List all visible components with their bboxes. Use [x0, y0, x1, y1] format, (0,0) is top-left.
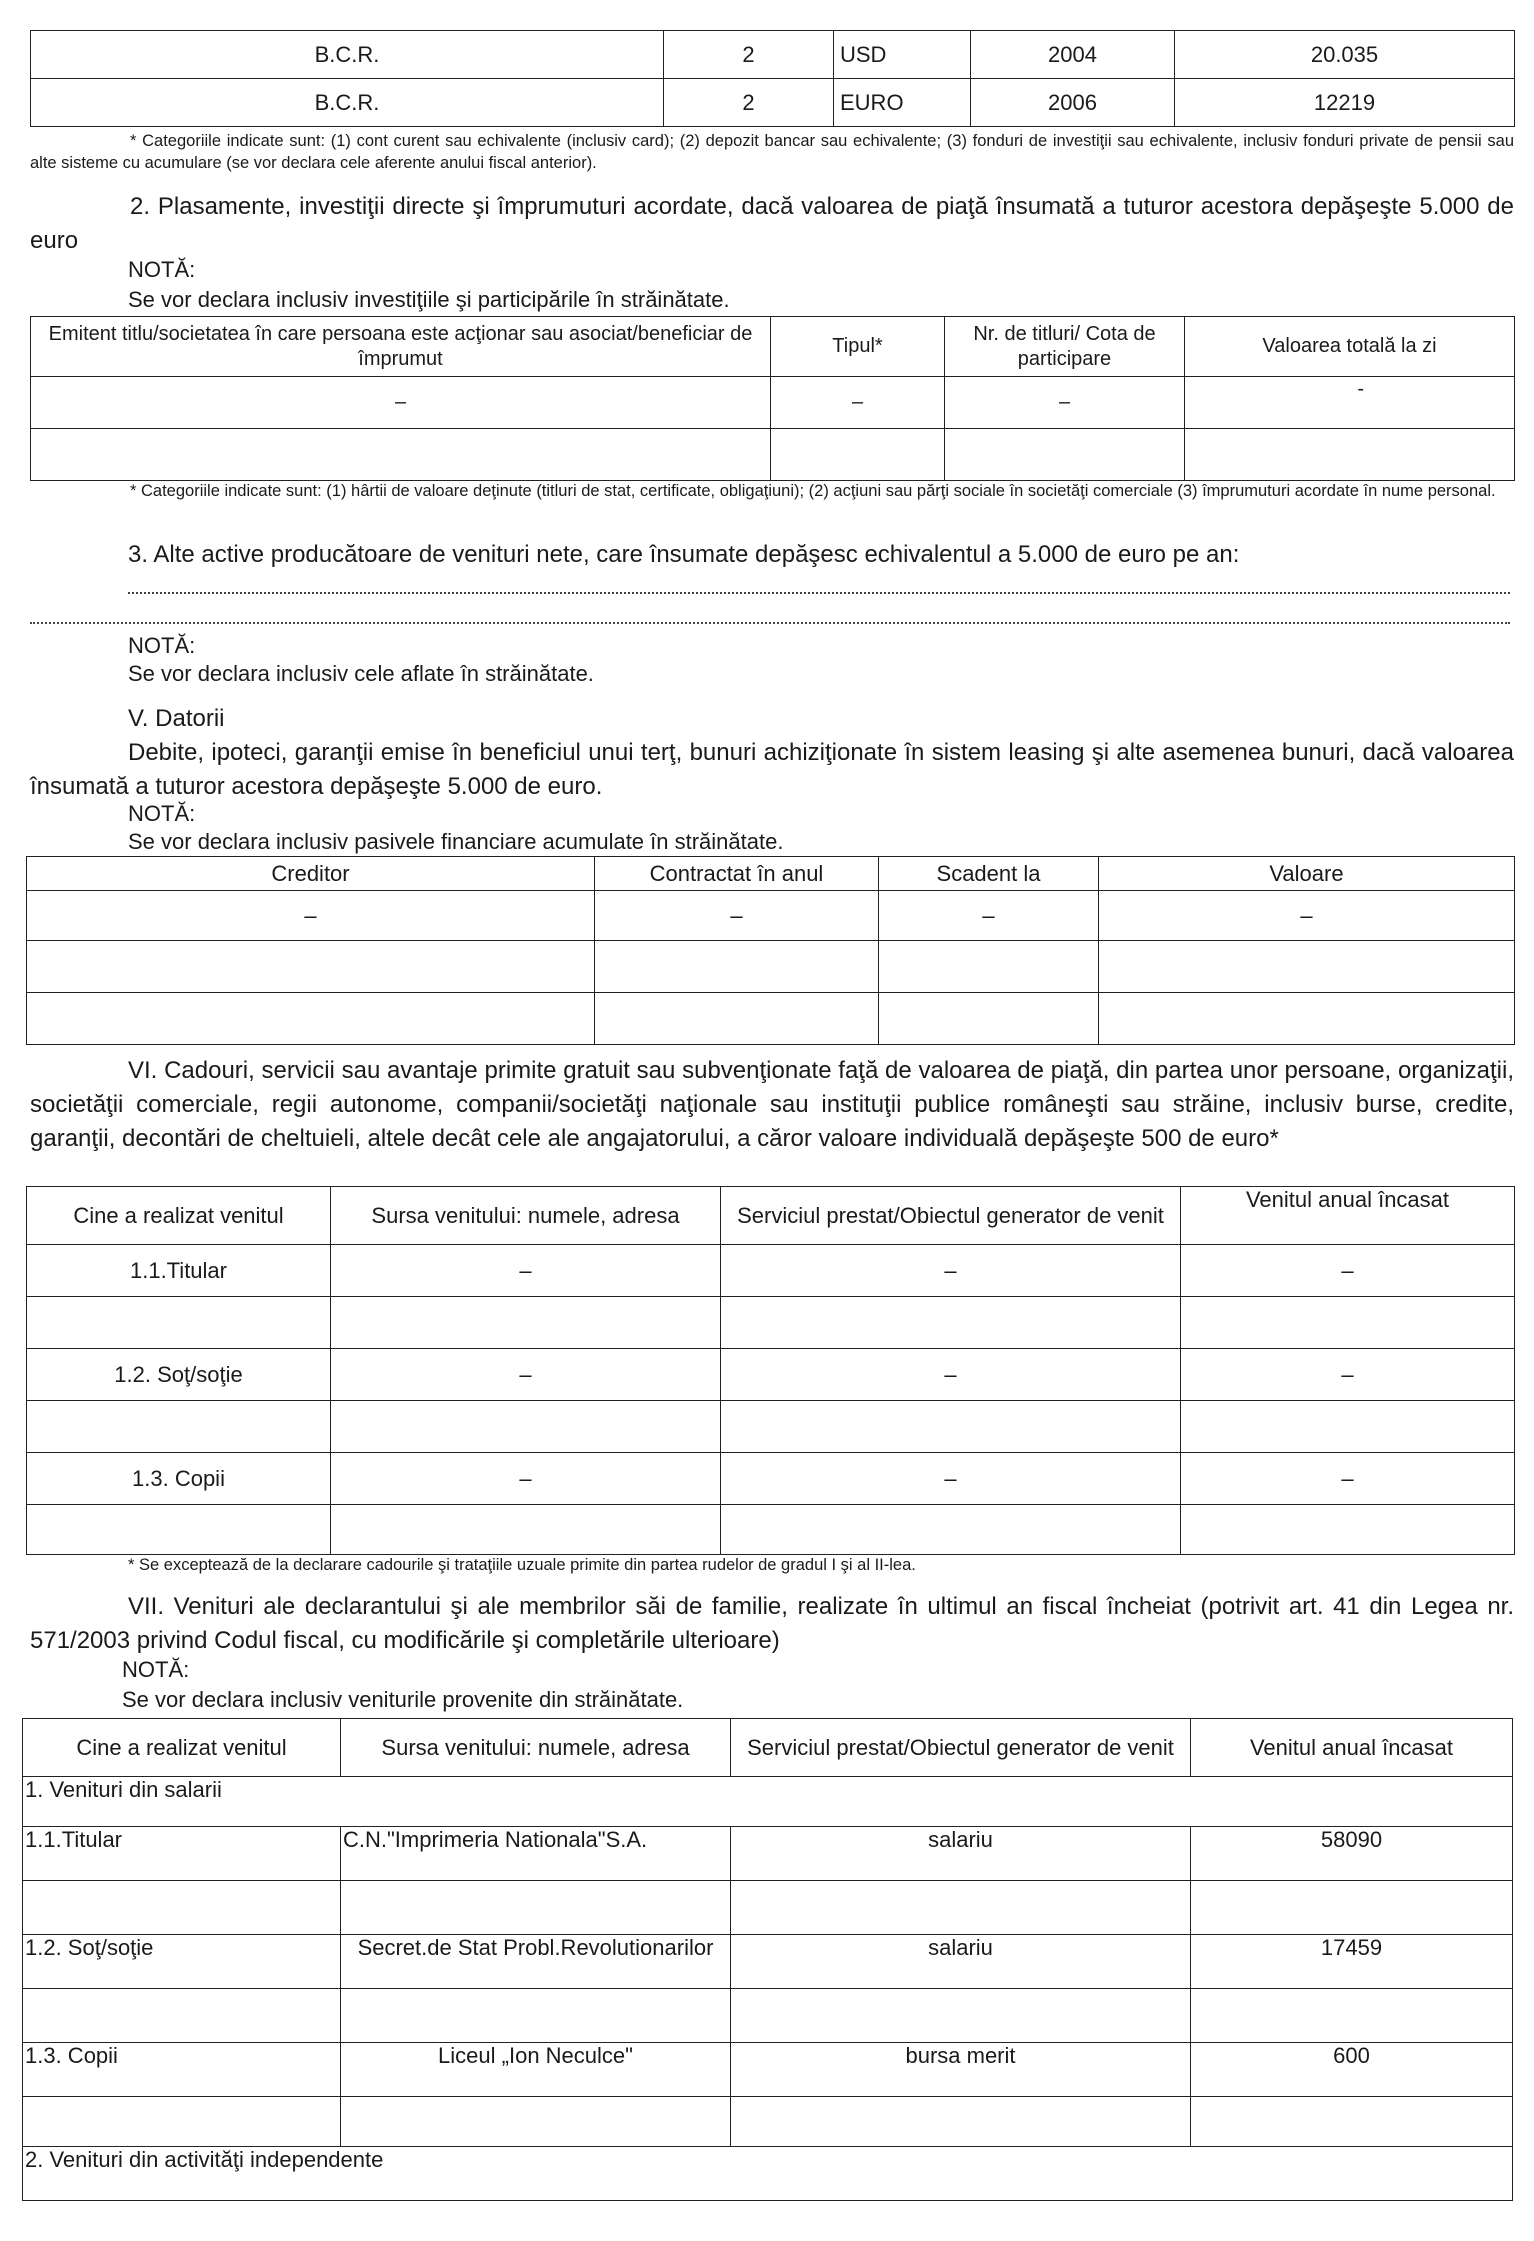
table-row [27, 993, 1515, 1045]
institution-cell: B.C.R. [31, 79, 664, 127]
col-header-who: Cine a realizat venitul [27, 1187, 331, 1245]
table-cell: Liceul „Ion Neculce" [341, 2043, 731, 2097]
table-cell: 1.1.Titular [27, 1245, 331, 1297]
institution-cell: B.C.R. [31, 31, 664, 79]
table-cell: 600 [1191, 2043, 1513, 2097]
section6-text: VI. Cadouri, servicii sau avantaje primite gratuit sau subvenţionate faţă de valoarea de piaţă, din partea unor persoane, organizaţii, societăţii comerciale, regii autonome, companii/societăţi naţionale sau instituţii publice româneşti sau străine, inclusiv burse, credite, garanţii, decontări de cheltuieli, altele decât cele ale angajatorului, a căror valoare individuală depăşeşte 500 de euro* [30, 1057, 1514, 1152]
table-row [27, 1297, 1515, 1349]
table-row [27, 1453, 1515, 1505]
debts-table [26, 856, 1515, 1045]
type-cell: 2 [664, 79, 834, 127]
col-header-year: Contractat în anul [595, 857, 879, 891]
table-header-row [23, 1719, 1513, 1777]
gifts-footnote: * Se exceptează de la declarare cadourile şi trataţiile uzuale primite din partea rudelor de gradul I şi al II-lea. [128, 1556, 916, 1574]
table-row [31, 79, 1515, 127]
gifts-table [26, 1186, 1515, 1555]
col-header-income: Venitul anual încasat [1191, 1719, 1513, 1777]
col-header-value: Valoare [1099, 857, 1515, 891]
table-row [27, 891, 1515, 941]
col-header-due: Scadent la [879, 857, 1099, 891]
table-cell: – [331, 1245, 721, 1297]
col-header-value: Valoarea totală la zi [1185, 317, 1515, 377]
currency-cell: USD [834, 31, 971, 79]
balance-cell: 20.035 [1175, 31, 1515, 79]
section2-nota-text: Se vor declara inclusiv investiţiile şi participările în străinătate. [128, 287, 730, 312]
balance-cell: 12219 [1175, 79, 1515, 127]
table-row [27, 1245, 1515, 1297]
col-header-emitent: Emitent titlu/societatea în care persoana este acţionar sau asociat/beneficiar de împrumut [31, 317, 771, 377]
table-cell: – [1181, 1245, 1515, 1297]
type-cell: 2 [664, 31, 834, 79]
section2-title: 2. Plasamente, investiţii directe şi împrumuturi acordate, dacă valoarea de piaţă însumată a tuturor acestora depăşeşte 5.000 de euro [30, 193, 1514, 254]
table-cell: – [721, 1453, 1181, 1505]
col-header-shares: Nr. de titluri/ Cota de participare [945, 317, 1185, 377]
table-cell: salariu [731, 1827, 1191, 1881]
table-cell: salariu [731, 1935, 1191, 1989]
table-row [23, 1827, 1513, 1881]
table-row [27, 941, 1515, 993]
currency-cell: EURO [834, 79, 971, 127]
table-header-row [27, 1187, 1515, 1245]
col-header-type: Tipul* [771, 317, 945, 377]
year-cell: 2004 [971, 31, 1175, 79]
table-cell: – [331, 1453, 721, 1505]
col-header-who: Cine a realizat venitul [23, 1719, 341, 1777]
table-cell: – [1099, 891, 1515, 941]
section3-nota-label: NOTĂ: [128, 633, 196, 658]
table-cell: – [771, 377, 945, 429]
table-row [31, 377, 1515, 429]
table-cell: 17459 [1191, 1935, 1513, 1989]
table-row [23, 2097, 1513, 2147]
accounts-footnote: * Categoriile indicate sunt: (1) cont curent sau echivalente (inclusiv card); (2) depozit bancar sau echivalente; (3) fonduri de investiţii sau echivalente, inclusiv fonduri private de pensii sau alte sisteme cu acumulare (se vor declara cele aferente anului fiscal anterior). [30, 132, 1514, 172]
accounts-table [30, 30, 1515, 127]
table-cell: – [1181, 1349, 1515, 1401]
investments-footnote: * Categoriile indicate sunt: (1) hârtii de valoare deţinute (titluri de stat, certificate, obligaţiuni); (2) acţiuni sau părţi sociale în societăţi comerciale (3) împrumuturi acordate în nume personal. [130, 482, 1496, 500]
table-cell: 1.3. Copii [27, 1453, 331, 1505]
table-row [31, 31, 1515, 79]
table-cell: C.N."Imprimeria Nationala"S.A. [341, 1827, 731, 1881]
year-cell: 2006 [971, 79, 1175, 127]
table-cell: 1.2. Soţ/soţie [23, 1935, 341, 1989]
section2-nota-label: NOTĂ: [128, 257, 196, 282]
section5-nota-label: NOTĂ: [128, 801, 196, 826]
section5-text: Debite, ipoteci, garanţii emise în beneficiul unui terţ, bunuri achiziţionate în sistem leasing şi alte asemenea bunuri, dacă valoarea însumată a tuturor acestora depăşeşte 5.000 de euro. [30, 739, 1514, 800]
table-row [27, 1401, 1515, 1453]
table-row [23, 1881, 1513, 1935]
table-row [23, 1989, 1513, 2043]
group-label-salaries: 1. Venituri din salarii [23, 1777, 1513, 1827]
table-row [23, 2043, 1513, 2097]
section3-title: 3. Alte active producătoare de venituri nete, care însumate depăşesc echivalentul a 5.000 de euro pe an: [128, 541, 1240, 568]
table-header-row [31, 317, 1515, 377]
table-cell: 1.1.Titular [23, 1827, 341, 1881]
col-header-source: Sursa venitului: numele, adresa [331, 1187, 721, 1245]
table-cell: 1.2. Soţ/soţie [27, 1349, 331, 1401]
section5-nota-text: Se vor declara inclusiv pasivele financiare acumulate în străinătate. [128, 829, 784, 854]
investments-table [30, 316, 1515, 481]
table-cell: 58090 [1191, 1827, 1513, 1881]
table-row [27, 1505, 1515, 1555]
table-cell: bursa merit [731, 2043, 1191, 2097]
table-cell: – [721, 1245, 1181, 1297]
col-header-source: Sursa venitului: numele, adresa [341, 1719, 731, 1777]
table-cell: - [1185, 377, 1515, 429]
section5-title: V. Datorii [128, 705, 225, 732]
group-label-independent: 2. Venituri din activităţi independente [23, 2147, 1513, 2201]
table-cell: – [31, 377, 771, 429]
dotted-line [30, 622, 1510, 624]
table-cell: 1.3. Copii [23, 2043, 341, 2097]
table-cell: – [1181, 1453, 1515, 1505]
section3-nota-text: Se vor declara inclusiv cele aflate în străinătate. [128, 661, 594, 686]
income-table [22, 1718, 1513, 2201]
table-row [31, 429, 1515, 481]
table-cell: – [945, 377, 1185, 429]
group-row [23, 2147, 1513, 2201]
section7-nota-text: Se vor declara inclusiv veniturile provenite din străinătate. [122, 1687, 684, 1712]
section7-nota-label: NOTĂ: [122, 1657, 190, 1682]
table-row [23, 1935, 1513, 1989]
section7-text: VII. Venituri ale declarantului şi ale membrilor săi de familie, realizate în ultimul an fiscal încheiat (potrivit art. 41 din Legea nr. 571/2003 privind Codul fiscal, cu modificările şi completările ulterioare) [30, 1593, 1514, 1654]
dotted-line [128, 592, 1510, 594]
table-cell: – [27, 891, 595, 941]
table-header-row [27, 857, 1515, 891]
col-header-service: Serviciul prestat/Obiectul generator de venit [721, 1187, 1181, 1245]
table-cell: – [721, 1349, 1181, 1401]
table-cell: – [331, 1349, 721, 1401]
col-header-creditor: Creditor [27, 857, 595, 891]
table-cell: – [879, 891, 1099, 941]
table-row [27, 1349, 1515, 1401]
col-header-income: Venitul anual încasat [1181, 1187, 1515, 1245]
group-row [23, 1777, 1513, 1827]
table-cell: Secret.de Stat Probl.Revolutionarilor [341, 1935, 731, 1989]
col-header-service: Serviciul prestat/Obiectul generator de venit [731, 1719, 1191, 1777]
table-cell: – [595, 891, 879, 941]
